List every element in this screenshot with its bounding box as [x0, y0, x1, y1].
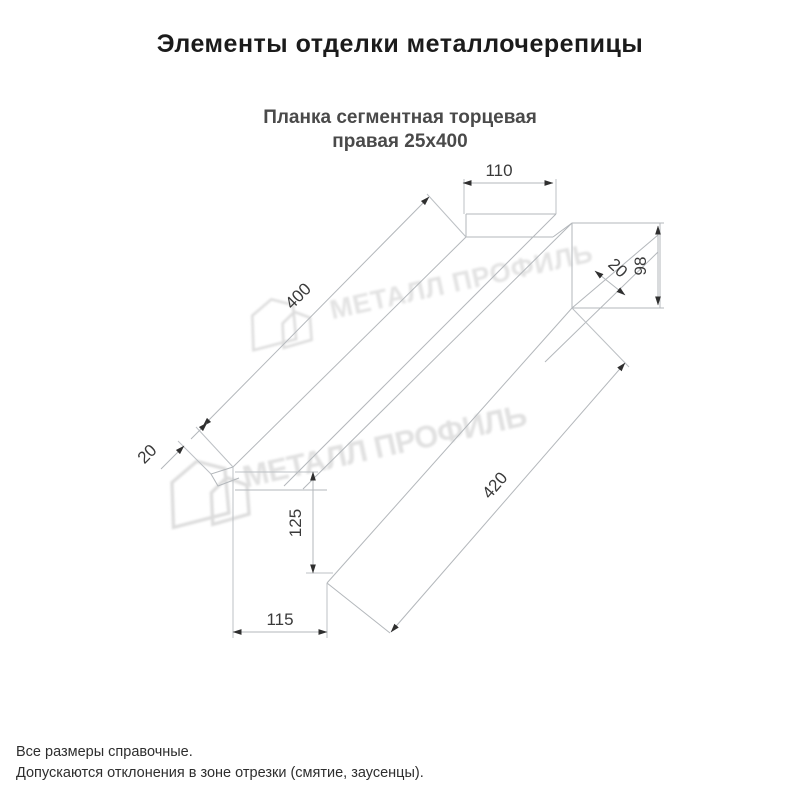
dim-420-label: 420: [478, 468, 512, 503]
footnotes: [16, 742, 776, 784]
profile-end-edge: [327, 583, 390, 633]
dimension-115: [233, 610, 327, 632]
dim-20-left-label: 20: [133, 440, 161, 468]
subtitle-line2: правая 25x400: [332, 131, 468, 152]
watermark-lower: [161, 397, 532, 532]
dim-20-flap-label: 20: [604, 254, 632, 282]
footnote-line2: Допускаются отклонения в зоне отрезки (смятие, заусенцы).: [16, 765, 424, 781]
dim-115-label: 115: [266, 610, 294, 629]
subtitle-line1: Планка сегментная торцевая: [263, 107, 537, 128]
dim-110-label: 110: [485, 161, 513, 180]
footnote-line1: Все размеры справочные.: [16, 744, 193, 760]
dimension-125: [286, 472, 313, 573]
page-title: Элементы отделки металлочерепицы: [156, 30, 644, 58]
dimension-400: [203, 197, 429, 426]
dim-125-label: 125: [286, 508, 305, 538]
dim-98-label: 98: [631, 256, 650, 276]
dim-400-label: 400: [281, 279, 315, 313]
watermark-text: МЕТАЛЛ ПРОФИЛЬ: [239, 397, 533, 495]
dimension-20-flap: [595, 255, 631, 295]
dimension-110: [463, 161, 553, 183]
watermark-text: МЕТАЛЛ ПРОФИЛЬ: [327, 237, 598, 326]
profile-edge: [553, 223, 572, 237]
